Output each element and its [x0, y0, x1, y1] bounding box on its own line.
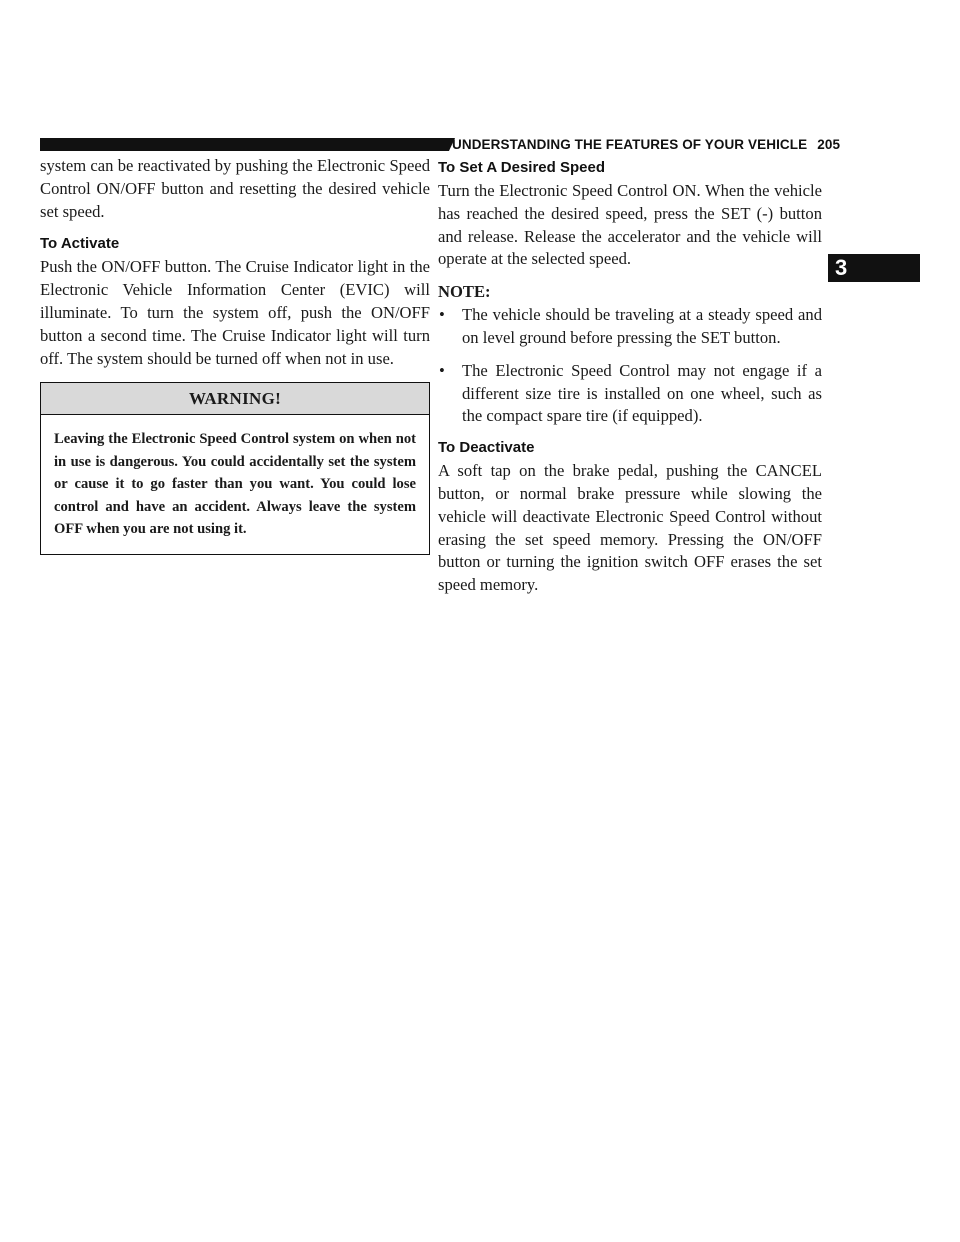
page-number: 205 [817, 137, 841, 152]
deactivate-heading: To Deactivate [438, 439, 535, 457]
bullet-icon: • [439, 360, 445, 380]
header-rule [40, 138, 444, 151]
activate-heading: To Activate [40, 235, 120, 253]
note-label: NOTE: [438, 282, 491, 302]
bullet-icon: • [439, 305, 445, 325]
set-speed-heading: To Set A Desired Speed [438, 159, 605, 176]
section-title: UNDERSTANDING THE FEATURES OF YOUR VEHICLE [452, 137, 808, 152]
deactivate-paragraph: A soft tap on the brake pedal, pushing the CANCEL button, or normal brake pressure while slowing the vehicle will deactivate Electronic Speed Control without erasing the set speed memory. Pressing the ON/OFF button or turning the ignition switch OFF erases the set speed memory. [438, 461, 822, 595]
set-speed-paragraph: Turn the Electronic Speed Control ON. When the vehicle has reached the desired speed, press the SET (-) button and release. Release the accelerator and the vehicle will operate at the selected speed. [438, 181, 822, 269]
left-column [40, 155, 430, 555]
running-header [452, 137, 841, 152]
warning-box [40, 382, 430, 555]
note-item-text: The vehicle should be traveling at a steady speed and on level ground before pressing the SET button. [462, 305, 822, 347]
note-item-text: The Electronic Speed Control may not engage if a different size tire is installed on one wheel, such as the compact spare tire (if equipped). [462, 360, 822, 426]
list-item [438, 304, 822, 350]
note-list [438, 304, 822, 428]
activate-paragraph: Push the ON/OFF button. The Cruise Indicator light in the Electronic Vehicle Information Center (EVIC) will illuminate. To turn the system off, push the ON/OFF button a second time. The Cruise Indicator light will turn off. The system should be turned off when not in use. [40, 257, 430, 368]
right-column [438, 155, 822, 597]
intro-paragraph: system can be reactivated by pushing the Electronic Speed Control ON/OFF button and resetting the desired vehicle set speed. [40, 156, 430, 221]
chapter-tab: 3 [828, 254, 920, 282]
warning-body: Leaving the Electronic Speed Control system on when not in use is dangerous. You could accidentally set the system or cause it to go faster than you want. You could lose control and have an accident. Always leave the system OFF when you are not using it. [54, 431, 416, 538]
warning-title: WARNING! [41, 383, 429, 415]
list-item [438, 360, 822, 428]
